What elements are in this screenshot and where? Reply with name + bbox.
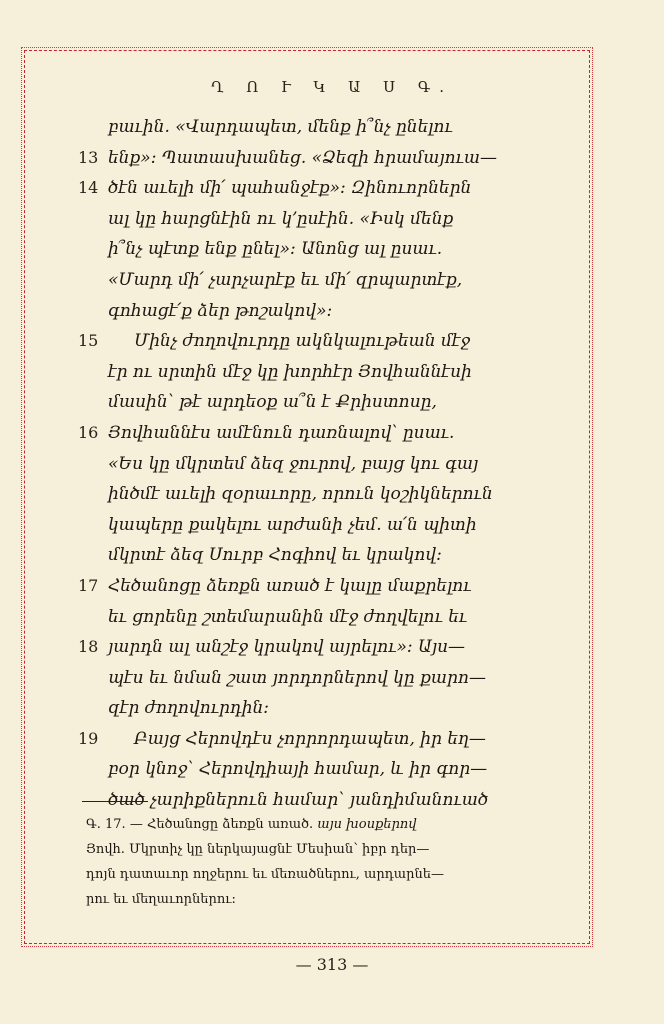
line-text: ենք»։ Պատասխանեց. «Ձեզի հրամայուա— [108,147,497,168]
running-header: Ղ Ո Ւ Կ Ա Ս Գ. [211,78,453,96]
line-text: եւ ցորենը շտեմարանին մէջ ժողվելու եւ [108,606,468,627]
footnote-line: դոյն դատաւոր ողջերու եւ մեռածներու, արդարնե— [86,867,444,882]
text-line [78,357,558,388]
text-line [78,754,558,785]
text-line [78,204,558,235]
line-text: Հեծանոցը ձեռքն առած է կալը մաքրելու [108,575,472,596]
verse-text-block [78,112,558,816]
line-text: ալ կը հարցնէին ու կ՚ըսէին. «Իսկ մենք [108,208,454,229]
line-text: մասին՝ թէ արդեօք ա՞ն է Քրիստոսը, [108,392,437,413]
line-text: պէս եւ նման շատ յորդորներով կը քարո— [108,667,486,688]
text-line [78,296,558,327]
page-number: — 313 — [295,955,369,974]
text-line [78,602,558,633]
line-text: ինծմէ աւելի զօրաւորը, որուն կօշիկներուն [108,484,493,505]
footnote-divider [82,801,148,802]
line-text: բաւին. «Վարդապետ, մենք ի՞նչ ընելու [108,117,453,137]
verse-number: 15 [78,331,99,351]
text-line [78,510,558,541]
text-line [78,571,558,602]
verse-number: 16 [78,422,99,442]
text-line [78,265,558,296]
verse-number: 18 [78,637,99,657]
line-text: Յովհաննէս ամէնուն դառնալով՝ ըսաւ. [108,422,455,443]
text-line [78,173,558,204]
verse-number: 14 [78,178,99,198]
text-line [78,326,558,357]
text-line [78,449,558,480]
line-text: կապերը քակելու արժանի չեմ. ա՛ն պիտի [108,514,477,535]
line-text: ծէն աւելի մի՛ պահանջէք»։ Զինուորներն [108,178,472,199]
footnote-line: րու եւ մեղաւորներու։ [86,892,236,907]
verse-number: 17 [78,575,99,595]
footnote-text: այս խօսքերով [317,817,417,832]
verse-number: 19 [78,728,99,748]
text-line [78,632,558,663]
text-line [78,540,558,571]
text-line [78,143,558,174]
line-text: զէր ժողովուրդին։ [108,698,270,719]
line-text: գոհացէ՛ք ձեր թոշակով»։ [108,300,333,321]
line-text: Բայց Հերովդէս չորրորդապետ, իր եղ— [134,728,486,749]
text-line [78,693,558,724]
text-line [78,724,558,755]
line-text: յարդն ալ անշէջ կրակով այրելու»։ Այս— [108,637,466,658]
text-line [78,663,558,694]
text-line [78,234,558,265]
verse-number: 13 [78,147,99,167]
text-line [78,387,558,418]
line-text: ծած չարիքներուն համար՝ յանդիմանուած [108,790,489,811]
footnote-dash: — [129,817,143,832]
footnote-ref: Գ. 17. [86,817,126,832]
text-line [78,418,558,449]
line-text: «Ես կը մկրտեմ ձեզ ջուրով, բայց կու գայ [108,453,479,474]
line-text: «Մարդ մի՛ չարչարէք եւ մի՛ զրպարտէք, [108,269,463,290]
line-text: Մինչ ժողովուրդը ակնկալութեան մէջ [134,331,471,352]
line-text: էր ու սրտին մէջ կը խորհէր Յովհաննէսի [108,361,472,382]
footnote-term: Հեծանոցը ձեռքն առած. [146,817,314,832]
line-text: բօր կնոջ՝ Հերովդիայի համար, և իր գոր— [108,759,488,780]
line-text: մկրտէ ձեզ Սուրբ Հոգիով եւ կրակով։ [108,545,442,566]
footnote-line: Յովհ. Մկրտիչ կը ներկայացնէ Մեսիան՝ իբր դեր— [86,842,430,857]
footnote-line [86,812,556,837]
line-text: ի՞նչ պէտք ենք ընել»։ Անոնց ալ ըսաւ. [108,239,443,260]
text-line [78,112,558,143]
footnote-block [86,812,556,912]
text-line [78,479,558,510]
